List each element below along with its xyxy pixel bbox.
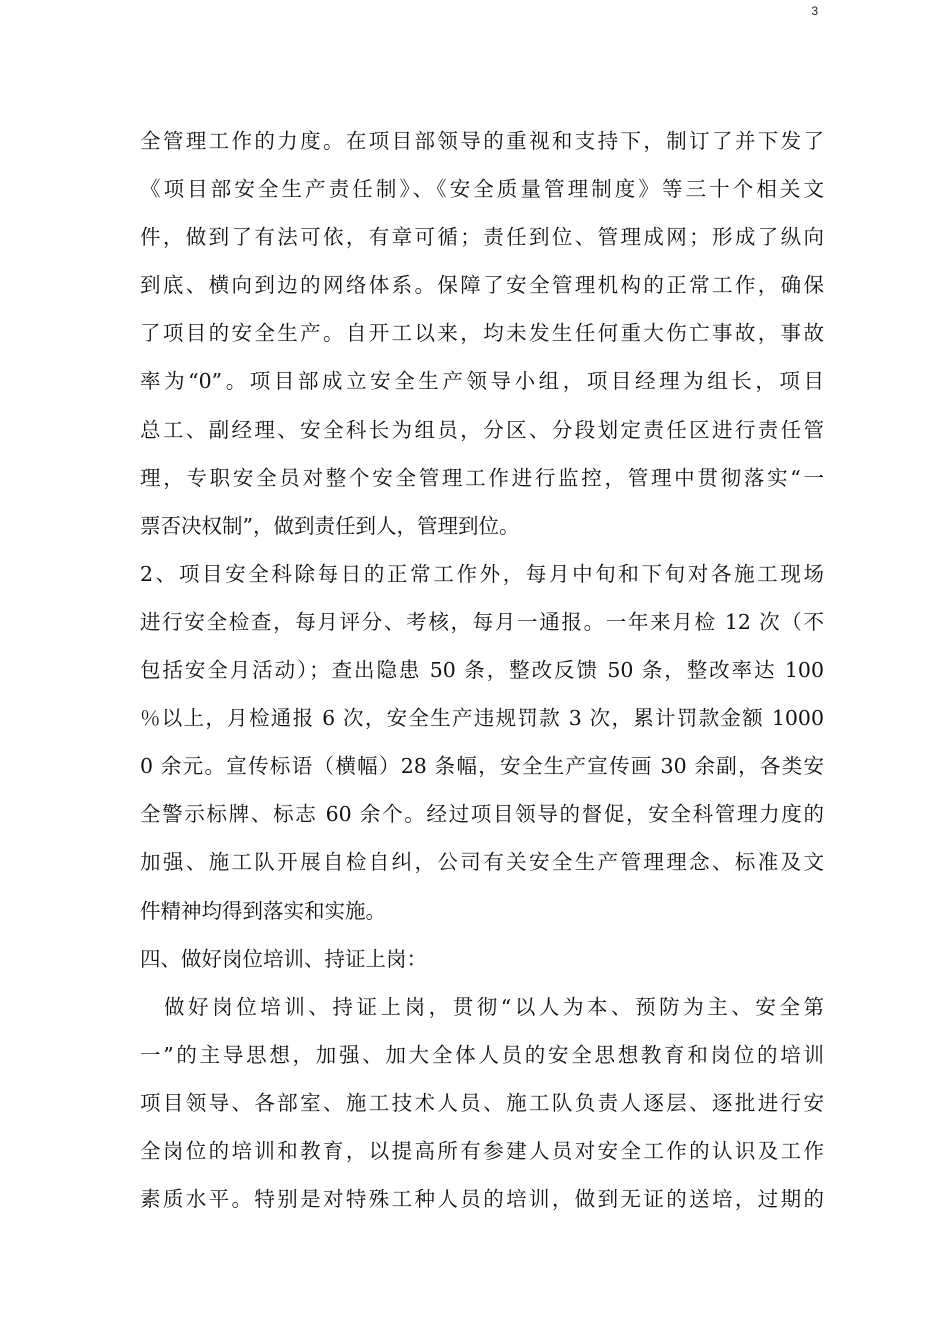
text-line-14: 0 余元。宣传标语（横幅）28 条幅，安全生产宣传画 30 余副，各类安 (140, 754, 824, 779)
section-heading: 四、做好岗位培训、持证上岗： (140, 946, 427, 971)
document-body (140, 117, 824, 1223)
text-line-5: 了项目的安全生产。自开工以来，均未发生任何重大伤亡事故，事故 (140, 321, 824, 346)
text-line-3: 件，做到了有法可依，有章可循；责任到位、管理成网；形成了纵向 (140, 225, 824, 250)
text-line-7: 总工、副经理、安全科长为组员，分区、分段划定责任区进行责任管 (140, 417, 824, 442)
text-line-11: 进行安全检查，每月评分、考核，每月一通报。一年来月检 12 次（不 (140, 609, 824, 634)
text-line-6: 率为“0”。项目部成立安全生产领导小组，项目经理为组长，项目 (140, 369, 824, 394)
text-line-22: 全岗位的培训和教育，以提高所有参建人员对安全工作的认识及工作 (140, 1138, 824, 1163)
text-line-10: 2、项目安全科除每日的正常工作外，每月中旬和下旬对各施工现场 (140, 561, 824, 586)
text-line-20: 一”的主导思想，加强、加大全体人员的安全思想教育和岗位的培训 (140, 1042, 824, 1067)
text-line-17: 件精神均得到落实和实施。 (140, 898, 386, 923)
text-line-21: 项目领导、各部室、施工技术人员、施工队负责人逐层、逐批进行安 (140, 1090, 824, 1115)
text-line-4: 到底、横向到边的网络体系。保障了安全管理机构的正常工作，确保 (140, 273, 824, 298)
page-number: 3 (811, 4, 818, 18)
text-line-1: 全管理工作的力度。在项目部领导的重视和支持下，制订了并下发了 (140, 129, 824, 153)
text-line-12: 包括安全月活动）；查出隐患 50 条，整改反馈 50 条，整改率达 100 (140, 658, 824, 683)
text-line-2: 《项目部安全生产责任制》、《安全质量管理制度》等三十个相关文 (140, 177, 824, 202)
text-line-16: 加强、施工队开展自检自纠，公司有关安全生产管理理念、标准及文 (140, 850, 824, 875)
text-line-19: 做好岗位培训、持证上岗，贯彻“以人为本、预防为主、安全第 (140, 994, 824, 1019)
text-line-13: ％以上，月检通报 6 次，安全生产违规罚款 3 次，累计罚款金额 1000 (140, 706, 824, 731)
text-line-15: 全警示标牌、标志 60 余个。经过项目领导的督促，安全科管理力度的 (140, 802, 824, 827)
text-line-23: 素质水平。特别是对特殊工种人员的培训，做到无证的送培，过期的 (140, 1187, 824, 1212)
text-line-9: 票否决权制”，做到责任到人，管理到位。 (140, 513, 520, 538)
text-line-8: 理，专职安全员对整个安全管理工作进行监控，管理中贯彻落实“一 (140, 465, 824, 490)
